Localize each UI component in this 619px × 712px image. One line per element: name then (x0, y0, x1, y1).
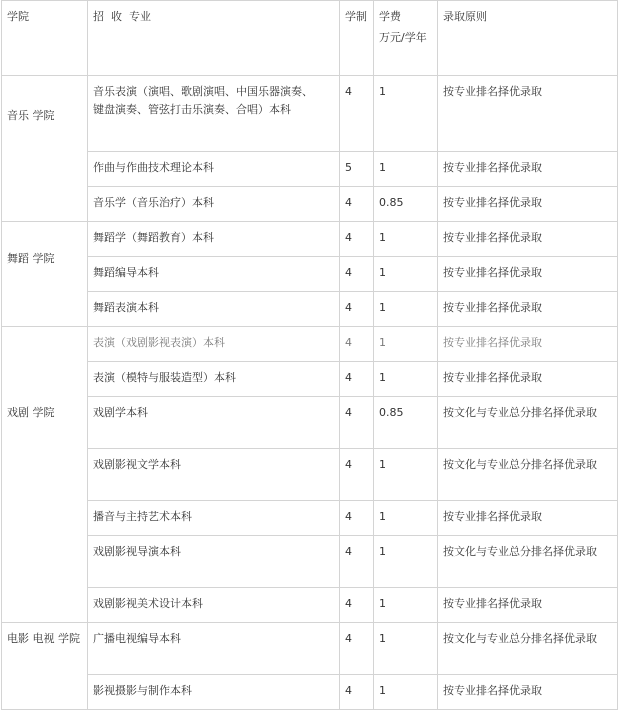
table-row (2, 449, 618, 501)
table-row (2, 588, 618, 623)
fee-cell: 0.85 (374, 187, 438, 222)
major-cell: 音乐表演（演唱、歌剧演唱、中国乐器演奏、 键盘演奏、管弦打击乐演奏、合唱）本科 (88, 76, 340, 152)
years-cell: 5 (340, 152, 374, 187)
major-cell: 戏剧影视导演本科 (88, 536, 340, 588)
fee-cell: 0.85 (374, 397, 438, 449)
fee-cell: 1 (374, 76, 438, 152)
years-cell: 4 (340, 588, 374, 623)
major-cell: 戏剧学本科 (88, 397, 340, 449)
rule-cell: 按专业排名择优录取 (438, 292, 618, 327)
major-cell: 播音与主持艺术本科 (88, 501, 340, 536)
rule-cell: 按专业排名择优录取 (438, 588, 618, 623)
header-college: 学院 (2, 1, 88, 76)
fee-cell: 1 (374, 257, 438, 292)
years-cell: 4 (340, 623, 374, 675)
fee-cell: 1 (374, 588, 438, 623)
major-cell: 表演（戏剧影视表演）本科 (88, 327, 340, 362)
major-cell: 影视摄影与制作本科 (88, 675, 340, 710)
header-rule: 录取原则 (438, 1, 618, 76)
table-row (2, 222, 618, 257)
fee-cell: 1 (374, 623, 438, 675)
major-cell: 戏剧影视文学本科 (88, 449, 340, 501)
major-cell: 表演（模特与服装造型）本科 (88, 362, 340, 397)
fee-cell: 1 (374, 327, 438, 362)
fee-cell: 1 (374, 222, 438, 257)
table-row (2, 327, 618, 362)
table-row (2, 187, 618, 222)
college-cell: 电影 电视 学院 (2, 623, 88, 710)
table-row (2, 536, 618, 588)
table-row (2, 76, 618, 152)
years-cell: 4 (340, 222, 374, 257)
fee-cell: 1 (374, 501, 438, 536)
table-row (2, 292, 618, 327)
rule-cell: 按文化与专业总分排名择优录取 (438, 397, 618, 449)
years-cell: 4 (340, 327, 374, 362)
college-cell: 音乐 学院 (2, 76, 88, 222)
years-cell: 4 (340, 397, 374, 449)
rule-cell: 按专业排名择优录取 (438, 362, 618, 397)
rule-cell: 按专业排名择优录取 (438, 327, 618, 362)
years-cell: 4 (340, 675, 374, 710)
years-cell: 4 (340, 449, 374, 501)
fee-cell: 1 (374, 449, 438, 501)
major-cell: 音乐学（音乐治疗）本科 (88, 187, 340, 222)
rule-cell: 按专业排名择优录取 (438, 152, 618, 187)
fee-cell: 1 (374, 292, 438, 327)
table-header-row (2, 1, 618, 76)
rule-cell: 按文化与专业总分排名择优录取 (438, 536, 618, 588)
major-cell: 作曲与作曲技术理论本科 (88, 152, 340, 187)
years-cell: 4 (340, 536, 374, 588)
rule-cell: 按专业排名择优录取 (438, 675, 618, 710)
table-row (2, 152, 618, 187)
rule-cell: 按专业排名择优录取 (438, 187, 618, 222)
header-fee-title: 学费 (379, 10, 401, 23)
college-cell: 戏剧 学院 (2, 327, 88, 623)
rule-cell: 按专业排名择优录取 (438, 257, 618, 292)
rule-cell: 按专业排名择优录取 (438, 501, 618, 536)
years-cell: 4 (340, 257, 374, 292)
fee-cell: 1 (374, 536, 438, 588)
table-row (2, 501, 618, 536)
table-row (2, 362, 618, 397)
admission-table (1, 0, 618, 710)
years-cell: 4 (340, 362, 374, 397)
rule-cell: 按文化与专业总分排名择优录取 (438, 449, 618, 501)
rule-cell: 按文化与专业总分排名择优录取 (438, 623, 618, 675)
rule-cell: 按专业排名择优录取 (438, 76, 618, 152)
years-cell: 4 (340, 76, 374, 152)
years-cell: 4 (340, 187, 374, 222)
fee-cell: 1 (374, 152, 438, 187)
header-fee (374, 1, 438, 76)
years-cell: 4 (340, 292, 374, 327)
table-row (2, 623, 618, 675)
years-cell: 4 (340, 501, 374, 536)
header-years: 学制 (340, 1, 374, 76)
table-row (2, 257, 618, 292)
header-major: 招 收 专业 (88, 1, 340, 76)
college-cell: 舞蹈 学院 (2, 222, 88, 327)
major-cell: 戏剧影视美术设计本科 (88, 588, 340, 623)
major-cell: 舞蹈编导本科 (88, 257, 340, 292)
fee-cell: 1 (374, 362, 438, 397)
rule-cell: 按专业排名择优录取 (438, 222, 618, 257)
table-row (2, 397, 618, 449)
table-row (2, 675, 618, 710)
header-fee-unit: 万元/学年 (379, 31, 427, 44)
major-cell: 舞蹈学（舞蹈教育）本科 (88, 222, 340, 257)
fee-cell: 1 (374, 675, 438, 710)
major-cell: 广播电视编导本科 (88, 623, 340, 675)
major-cell: 舞蹈表演本科 (88, 292, 340, 327)
